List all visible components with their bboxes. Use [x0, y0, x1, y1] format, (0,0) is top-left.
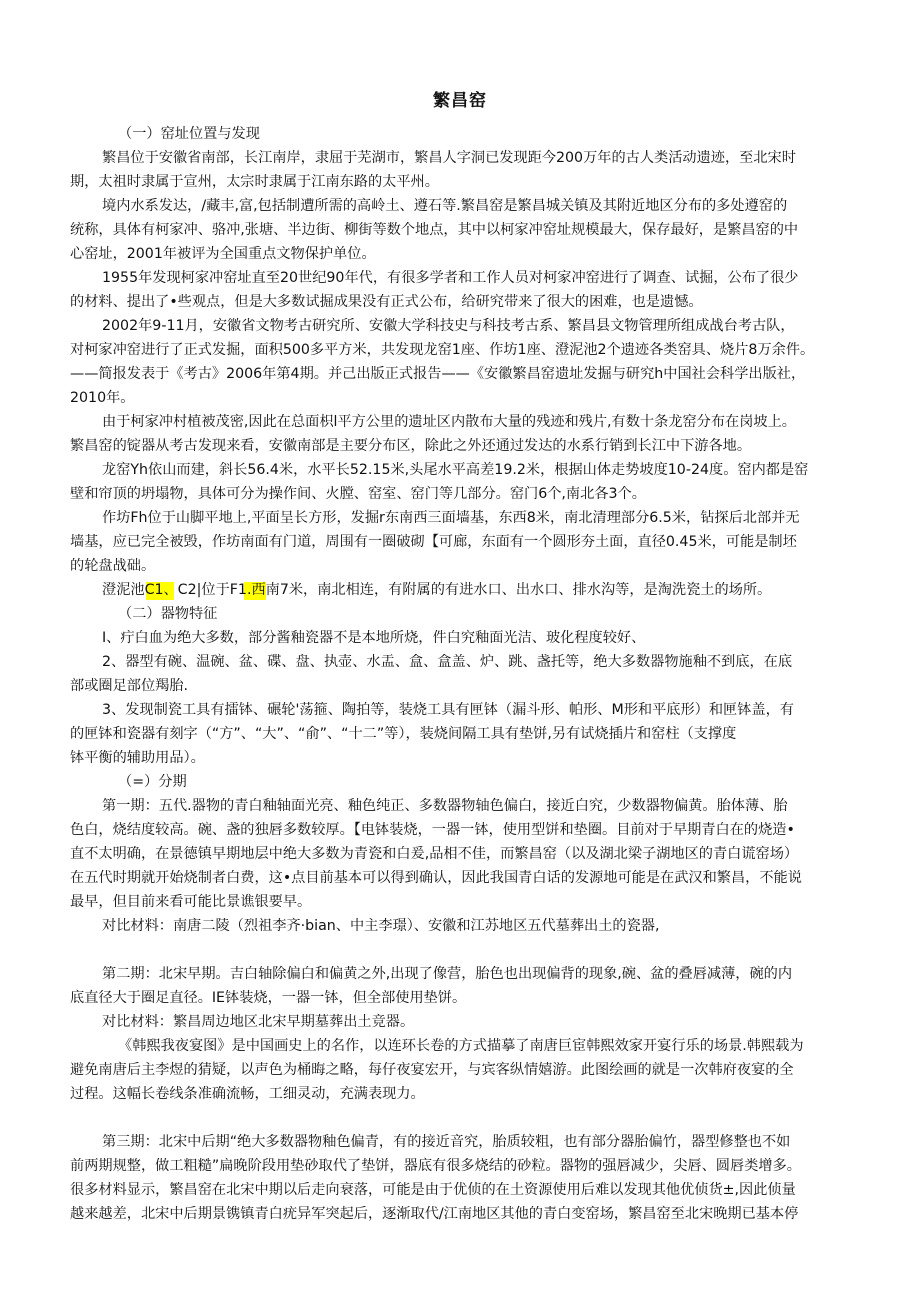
text-line: 避免南唐后主李煜的猜疑，以声色为桶晦之略，每仔夜宴宏开，与宾客纵情嬉游。此图绘画的就是一次韩府夜宴的全 — [70, 1062, 794, 1078]
text-line: 《韩熙我夜宴图》是中国画史上的名作，以连环长卷的方式描摹了南唐巨宦韩熙效家开宴行乐的场景.韩熙载为 — [118, 1038, 804, 1054]
text-line: 期，太祖时隶属于宣州，太宗时隶属于江南东路的太平州。 — [70, 174, 439, 190]
section-heading-features: （二）器物特征 — [118, 606, 218, 622]
text-line-highlighted: 澄泥池C1、C2|位于F1.西南7米，南北相连，有附属的有进水口、出水口、排水沟等，是淘洗瓷土的场所。 — [102, 582, 772, 598]
text-line: 壁和帘顶的坍塌物，具体可分为操作间、火膛、窑室、窑门等几部分。窑门6个,南北各3个。 — [70, 486, 646, 502]
text-line: 繁昌窑的锭器从考古发现来看，安徽南部是主要分布区，除此之外还通过发达的水系行销到长江中下游各地。 — [70, 438, 752, 454]
text-line: 直不太明确，在景德镇早期地层中绝大多数为青瓷和白爰,品相不佳，而繁昌窑（以及湖北梁子湖地区的青白谎窑场） — [70, 846, 799, 862]
text-line: 心窑址，2001年被评为全国重点文物保护单位。 — [70, 246, 376, 262]
text-line: 2002年9-11月，安徽省文物考古研究所、安徽大学科技史与科技考古系、繁昌县文物管理所组成战台考古队， — [102, 318, 795, 334]
text-line: 第二期：北宋早期。吉白轴除偏白和偏黄之外,出现了像营，胎色也出现偏背的现象,碗、盆的叠唇减薄，碗的内 — [102, 966, 793, 982]
text-line: 对柯家冲窑进行了正式发掘，面积500多平方米，共发现龙窑1座、作坊1座、澄泥池2个遗迹各类窑具、烧片8万余件。 — [70, 342, 815, 358]
text-line: 前两期规整，做工粗糙”扁晚阶段用垫砂取代了垫饼，器底有很多烧结的砂粒。器物的强唇减少，尖唇、圆唇类增多。 — [70, 1158, 801, 1174]
document-title: 繁昌窑 — [433, 91, 487, 111]
text-line: 的轮盘战础。 — [70, 558, 156, 574]
text-line: 在五代时期就开始烧制者白费，这•点目前基本可以得到确认，因此我国青白话的发源地可能是在武汉和繁昌，不能说 — [70, 870, 802, 886]
text-line: 钵平衡的辅助用品）。 — [70, 750, 205, 766]
text-line: 境内水系发达，/藏丰,富,包括制遭所需的高岭土、遵石等.繁昌窑是繁昌城关镇及其附近地区分布的多处遵窑的 — [102, 198, 788, 214]
text-line: 繁昌位于安徽省南部，长江南岸，隶屈于芜湖市，繁昌人字洞已发现距今200万年的古人类活动遗迹，至北宋时 — [102, 150, 796, 166]
text-line: ——简报发表于《考古》2006年第4期。并己出版正式报告——《安徽繁昌窑遗址发掘与研究h中国社会科学出版社， — [70, 366, 806, 382]
text-line: 作坊Fh位于山脚平地上,平面呈长方形，发掘r东南西三面墙基，东西8米，南北清理部分6.5米，钻探后北部并无 — [102, 510, 800, 526]
text-line: 龙窑Yh依山而建，斜长56.4米，水平长52.15米,头尾水平高差19.2米，根据山体走势坡度10-24度。窑内都是窑 — [102, 462, 809, 478]
text-line: 对比材料：繁昌周边地区北宋早期墓葬出土竞器。 — [102, 1014, 415, 1030]
text-line: 统称，具体有柯家冲、骆冲,张塘、半边街、柳街等数个地点，其中以柯家冲窑址规模最大，保存最好，是繁昌窑的中 — [70, 222, 799, 238]
text-line: 对比材料：南唐二陵（烈祖李齐·bian、中主李璟）、安徽和江苏地区五代墓葬出土的瓷器, — [102, 918, 660, 934]
text-line: 第一期：五代.器物的青白釉轴面光亮、釉色纯正、多数器物轴色偏白，接近白究，少数器物偏黄。胎体薄、胎 — [102, 798, 788, 814]
text-line: 由于柯家冲村植被茂密,因此在总面枳l平方公里的遗址区内散布大量的残迹和残片,有数十条龙窑分布在岗坡上。 — [102, 414, 796, 430]
section-heading-periods: （=）分期 — [118, 774, 187, 790]
text-line: 最早，但目前来看可能比景谯银要早。 — [70, 894, 312, 910]
text-line: 部或圈足部位羯胎. — [70, 678, 189, 694]
section-heading-location: （一）窑址位置与发现 — [118, 126, 260, 142]
text-line: 很多材料显示，繁昌窑在北宋中期以后走向衰落，可能是由于优侦的在土资源使用后难以发现其他优侦货±,因此侦量 — [70, 1182, 796, 1198]
text-line: 的材料、提出了•些观点，但是大多数试掘成果没有正式公布，给研究带来了很大的困难，也是遗憾。 — [70, 294, 703, 310]
text-line: 越来越差，北宋中后期景镌镇青白疣异军突起后，逐渐取代/江南地区其他的青白变窑场，繁昌窑至北宋晚期已基本停 — [70, 1206, 799, 1222]
text-line: 第三期：北宋中后期“绝大多数器物釉色偏青，有的接近音究，胎质较粗，也有部分器胎偏竹，器型修整也不如 — [102, 1134, 791, 1150]
text-line: 色白，烧结度较高。碗、盏的独唇多数较厚。【电钵装烧，一器一钵，使用型饼和垫圈。目前对于早期青白在的烧造• — [70, 822, 795, 838]
text-line: 过程。这幅长卷线条准确流畅，工细灵动，充满表现力。 — [70, 1086, 425, 1102]
text-line: 底直径大于圈足直径。IE钵装烧，一器一钵，但全部使用垫饼。 — [70, 990, 467, 1006]
text-line: 2010年。 — [70, 390, 135, 406]
text-line: 1955年发现柯家冲窑址直至20世纪90年代，有很多学者和工作人员对柯家冲窑进行了调查、试掘，公布了很少 — [102, 270, 799, 286]
list-item: I、疔白血为绝大多数，部分酱釉瓷器不是本地所烧，件白究釉面光洁、玻化程度较好、 — [102, 630, 646, 646]
text-line: 墙基，应已完全被毁，作坊南面有门道，周围有一圈破砌【可廊，东面有一个圆形夯土面，直径0.45米，可能是制坯 — [70, 534, 797, 550]
list-item: 3、发现制瓷工具有擂钵、碾轮'荡箍、陶拍等，装烧工具有匣钵（漏斗形、帕形、M形和平底形）和匣钵盖，有 — [102, 702, 794, 718]
list-item: 2、器型有碗、温碗、盆、碟、盘、执壶、水盂、盒、盒盖、炉、跳、盏托等，绝大多数器物施釉不到底，在底 — [102, 654, 793, 670]
text-line: 的匣钵和瓷器有刻字（“方”、“大”、“俞”、“十二”等），装烧间隔工具有垫饼,另有试烧插片和窑柱（支撑度 — [70, 726, 737, 742]
